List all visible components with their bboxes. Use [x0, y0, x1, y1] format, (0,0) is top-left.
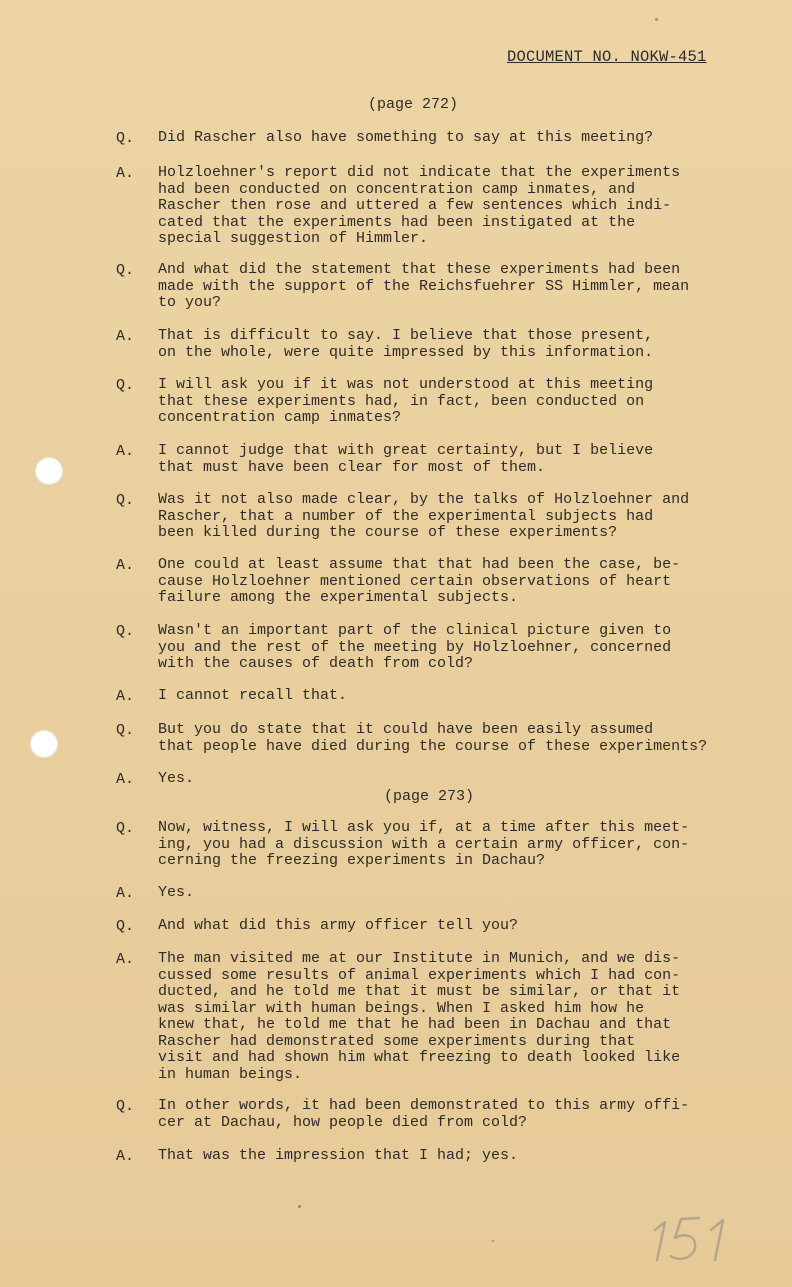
document-number: DOCUMENT NO. NOKW-451 — [507, 48, 707, 66]
text-line: cated that the experiments had been instigated at the — [158, 213, 636, 231]
text-line: Rascher then rose and uttered a few sentences which indi- — [158, 197, 672, 214]
speaker-label: Q. — [116, 918, 135, 935]
text-line: ducted, and he told me that it must be similar, or that it — [158, 983, 681, 1000]
text-line: that people have died during the course of these experiments? — [158, 737, 708, 755]
page-marker-273: (page 273) — [384, 788, 475, 805]
speaker-label: A. — [116, 1148, 135, 1165]
text-line: Rascher, that a number of the experimental subjects had — [158, 507, 654, 525]
speaker-label: A. — [116, 885, 135, 902]
speaker-label: A. — [116, 557, 135, 574]
text-line: In other words, it had been demonstrated to this army offi- — [158, 1097, 690, 1114]
text-line: special suggestion of Himmler. — [158, 230, 429, 247]
punch-hole — [35, 457, 63, 485]
speaker-label: Q. — [116, 1098, 135, 1115]
text-line: Holzloehner's report did not indicate that the experiments — [158, 164, 681, 181]
text-line: cause Holzloehner mentioned certain observations of heart — [158, 572, 672, 590]
text-line: that these experiments had, in fact, been conducted on — [158, 392, 645, 410]
speaker-label: Q. — [116, 820, 135, 837]
text-line: Wasn't an important part of the clinical picture given to — [158, 622, 672, 639]
speaker-label: Q. — [116, 262, 135, 279]
text-line: in human beings. — [158, 1065, 303, 1083]
text-line: Now, witness, I will ask you if, at a time after this meet- — [158, 819, 690, 836]
text-line: I cannot judge that with great certainty, but I believe — [158, 442, 654, 459]
speaker-label: A. — [116, 951, 135, 968]
text-line: was similar with human beings. When I asked him how he — [158, 999, 645, 1017]
text-line: I cannot recall that. — [158, 687, 348, 704]
text-line: failure among the experimental subjects. — [158, 589, 519, 606]
text-line: made with the support of the Reichsfuehrer SS Himmler, mean — [158, 277, 690, 295]
speaker-label: Q. — [116, 623, 135, 640]
text-line: concentration camp inmates? — [158, 409, 402, 426]
page-marker-272: (page 272) — [368, 96, 459, 113]
paper-speck — [492, 1240, 494, 1242]
text-line: One could at least assume that that had been the case, be- — [158, 556, 681, 573]
text-line: cerning the freezing experiments in Dachau? — [158, 852, 546, 869]
speaker-label: A. — [116, 771, 135, 788]
text-line: to you? — [158, 294, 222, 311]
text-line: cer at Dachau, how people died from cold? — [158, 1113, 528, 1131]
text-line: The man visited me at our Institute in Munich, and we dis- — [158, 950, 681, 967]
speaker-label: A. — [116, 328, 135, 345]
text-line: cussed some results of animal experiments which I had con- — [158, 966, 681, 984]
speaker-label: Q. — [116, 377, 135, 394]
text-line: visit and had shown him what freezing to death looked like — [158, 1049, 681, 1066]
text-line: that must have been clear for most of them. — [158, 458, 546, 476]
paper-speck — [298, 1205, 301, 1208]
text-line: Was it not also made clear, by the talks of Holzloehner and — [158, 491, 690, 508]
handwritten-page-number — [645, 1210, 740, 1265]
paper-speck — [655, 18, 658, 21]
text-line: you and the rest of the meeting by Holzloehner, concerned — [158, 638, 672, 656]
speaker-label: Q. — [116, 130, 135, 147]
speaker-label: Q. — [116, 492, 135, 509]
text-line: And what did the statement that these experiments had been — [158, 261, 681, 278]
text-line: But you do state that it could have been easily assumed — [158, 721, 654, 738]
text-line: been killed during the course of these experiments? — [158, 524, 618, 541]
text-line: That was the impression that I had; yes. — [158, 1147, 519, 1164]
text-line: with the causes of death from cold? — [158, 655, 474, 672]
text-line: That is difficult to say. I believe that those present, — [158, 327, 654, 344]
text-line: Did Rascher also have something to say at this meeting? — [158, 129, 654, 146]
speaker-label: A. — [116, 688, 135, 705]
text-line: Yes. — [158, 770, 195, 787]
text-line: Yes. — [158, 884, 195, 901]
speaker-label: A. — [116, 443, 135, 460]
text-line: Rascher had demonstrated some experiments during that — [158, 1032, 636, 1050]
text-line: And what did this army officer tell you? — [158, 917, 519, 934]
text-line: ing, you had a discussion with a certain army officer, con- — [158, 835, 690, 853]
text-line: on the whole, were quite impressed by this information. — [158, 343, 654, 361]
speaker-label: Q. — [116, 722, 135, 739]
text-line: I will ask you if it was not understood at this meeting — [158, 376, 654, 393]
text-line: knew that, he told me that he had been in Dachau and that — [158, 1016, 672, 1033]
text-line: had been conducted on concentration camp inmates, and — [158, 180, 636, 198]
speaker-label: A. — [116, 165, 135, 182]
punch-hole — [30, 730, 58, 758]
